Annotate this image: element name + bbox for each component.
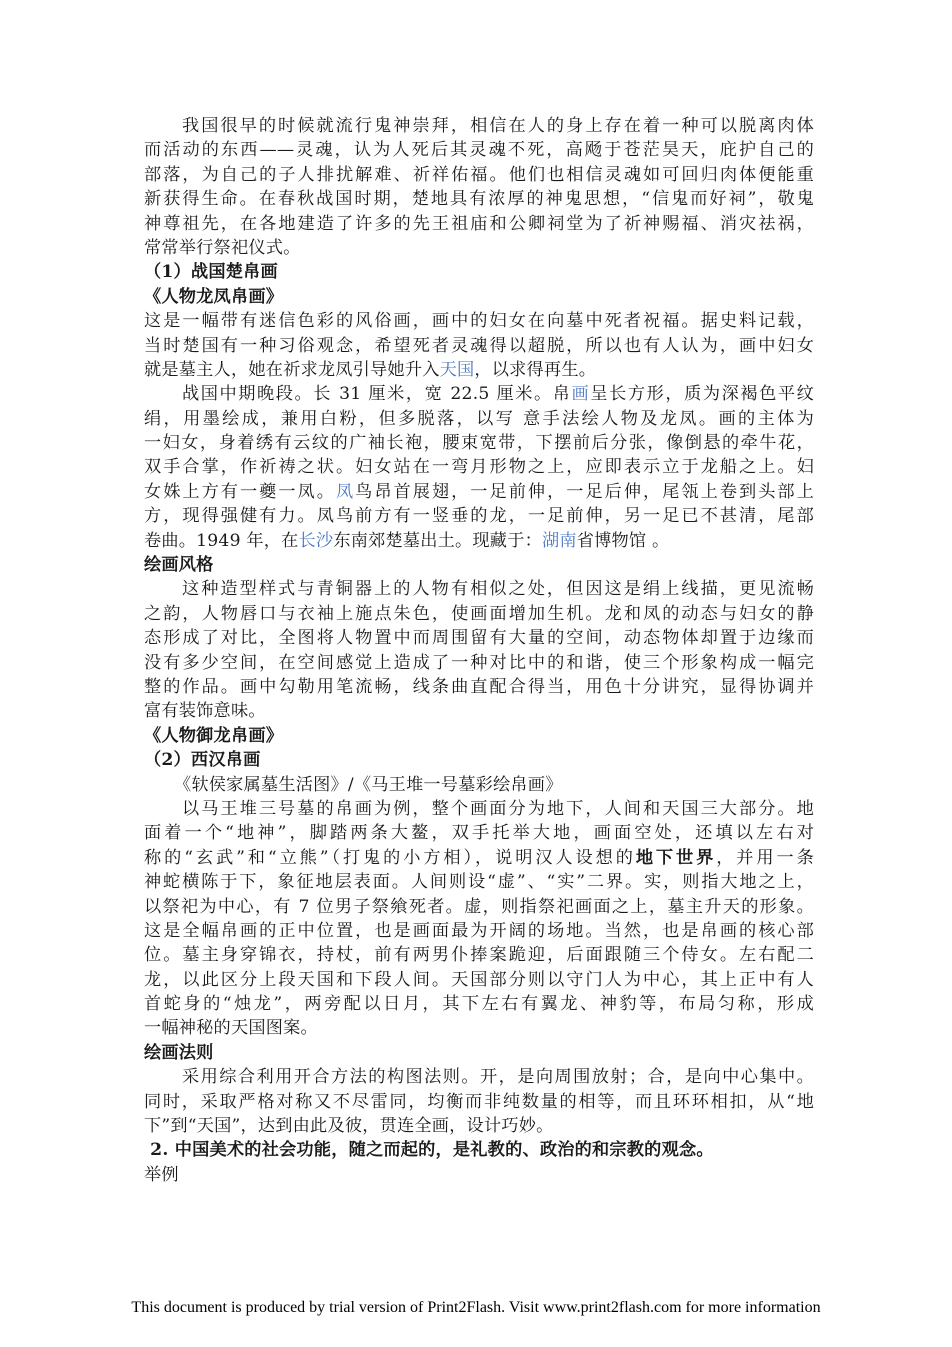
paragraph-line: 以祭祀为中心，有 7 位男子祭飨死者。虚，则指祭祀画面之上，墓主升天的形象。 (144, 896, 814, 917)
artwork-title-longfeng: 《人物龙凤帛画》 (144, 286, 284, 307)
paragraph-line: 位。墓主身穿锦衣，持杖，前有两男仆捧案跪迎，后面跟随三个侍女。左右配二 (144, 945, 814, 966)
artwork-subtitle: 《轪侯家属墓生活图》/《马王堆一号墓彩绘帛画》 (174, 774, 563, 795)
paragraph-line: 新获得生命。在春秋战国时期，楚地具有浓厚的神鬼思想，“信鬼而好祠”，敬鬼 (144, 189, 814, 210)
paragraph-line: 神尊祖先，在各地建造了许多的先王祖庙和公卿祠堂为了祈神赐福、消灾祛祸， (144, 213, 814, 234)
longfeng-description (144, 309, 814, 382)
text-span: 省博物馆 。 (576, 530, 670, 551)
paragraph-line: 一幅神秘的天国图案。 (144, 1018, 318, 1039)
document-body (144, 114, 814, 1187)
paragraph-line (144, 480, 814, 504)
paragraph-line: 绢，用墨绘成，兼用白粉，但多脱落，以写 意手法绘人物及龙凤。画的主体为 (144, 408, 814, 429)
text-span: 呈长方形，质为深褐色平纹 (590, 384, 815, 405)
mawangdui-paragraph (144, 797, 814, 1041)
paragraph-line: 态形成了对比，全图将人物置中而周围留有大量的空间，动态物体却置于边缘而 (144, 628, 814, 649)
link-changsha[interactable]: 长沙 (298, 530, 334, 551)
paragraph-line: 之韵，人物唇口与衣袖上施点朱色，使画面增加生机。龙和凤的动态与妇女的静 (144, 603, 814, 624)
paragraph-line: 双手合掌，作祈祷之状。妇女站在一弯月形物之上，应即表示立于龙船之上。妇 (144, 457, 814, 478)
link-hua[interactable]: 画 (571, 384, 591, 405)
text-span: 女姝上方有一夔一凤。 (144, 481, 336, 502)
paragraph-line: 同时，采取严格对称又不尽雷同，均衡而非纯数量的相等，而且环环相扣，从“地 (144, 1091, 814, 1112)
link-feng[interactable]: 凤 (335, 481, 356, 502)
paragraph-line: 常常举行祭祀仪式。 (144, 237, 301, 258)
bold-term: 地下世界 (635, 847, 717, 868)
paragraph-line: 首蛇身的“烛龙”，两旁配以日月，其下左右有翼龙、神豹等，布局匀称，形成 (144, 994, 814, 1015)
text-span: 称的“玄武”和“立熊”（打鬼的小方相），说明汉人设想的 (144, 847, 636, 868)
longfeng-details (144, 382, 814, 553)
rules-paragraph (144, 1065, 814, 1138)
paragraph-line: 龙，以此区分上段天国和下段人间。天国部分则以守门人为中心，其上正中有人 (144, 969, 814, 990)
artwork-title-yulong: 《人物御龙帛画》 (144, 725, 284, 746)
section-heading-chu: （1）战国楚帛画 (144, 262, 278, 283)
section-heading-style: 绘画风格 (144, 555, 214, 576)
trial-footer: This document is produced by trial version of Print2Flash. Visit www.print2flash.com for more information (131, 1299, 821, 1316)
paragraph-line (144, 358, 814, 382)
paragraph-line: 富有装饰意味。 (144, 701, 266, 722)
paragraph-line: 整的作品。画中勾勒用笔流畅，线条曲直配合得当，用色十分讲究，显得协调并 (144, 676, 814, 697)
paragraph-line: 方，现得强健有力。凤鸟前方有一竖垂的龙，一足前伸，另一足已不甚清，尾部 (144, 506, 814, 527)
text-span: 就是墓主人，她在祈求龙凤引导她升入 (144, 359, 440, 380)
paragraph-line: 没有多少空间，在空间感觉上造成了一种对比中的和谐，使三个形象构成一幅完 (144, 652, 814, 673)
intro-paragraph (144, 114, 814, 260)
paragraph-line: 下”到“天国”，达到由此及彼，贯连全画，设计巧妙。 (144, 1116, 554, 1137)
link-hunan[interactable]: 湖南 (541, 530, 577, 551)
text-span: 鸟昂首展翅，一足前伸，一足后伸，尾瓴上卷到头部上 (355, 481, 814, 502)
paragraph-line: 采用综合利用开合方法的构图法则。开，是向周围放射；合，是向中心集中。 (182, 1067, 814, 1088)
example-label: 举例 (144, 1164, 179, 1185)
link-tianguo[interactable]: 天国 (439, 359, 475, 380)
section-heading-rules: 绘画法则 (144, 1042, 214, 1063)
text-span: ，以求得再生。 (474, 359, 597, 380)
text-span: 战国中期晚段。长 31 厘米，宽 22.5 厘米。帛 (182, 384, 572, 405)
section-heading-han: （2）西汉帛画 (144, 750, 261, 771)
paragraph-line: 当时楚国有一种习俗观念，希望死者灵魂得以超脱，所以也有人认为，画中妇女 (144, 335, 814, 356)
paragraph-line: 这是一幅带有迷信色彩的风俗画，画中的妇女在向墓中死者祝福。据史料记载， (144, 311, 814, 332)
paragraph-line: 这种造型样式与青铜器上的人物有相似之处，但因这是绢上线描，更见流畅 (182, 579, 814, 600)
paragraph-line: 而活动的东西——灵魂，认为人死后其灵魂不死，高飏于苍茫昊天，庇护自己的 (144, 140, 814, 161)
paragraph-line: 以马王堆三号墓的帛画为例，整个画面分为地下，人间和天国三大部分。地 (182, 798, 814, 819)
text-span: 东南郊楚墓出土。现藏于： (333, 530, 542, 551)
text-span: 卷曲。1949 年，在 (144, 530, 299, 551)
style-paragraph (144, 577, 814, 723)
paragraph-line: 这是全幅帛画的正中位置，也是画面最为开阔的场地。当然，也是帛画的核心部 (144, 920, 814, 941)
paragraph-line (144, 846, 814, 870)
paragraph-line (144, 529, 814, 553)
paragraph-line: 面着一个“地神”，脚踏两条大鳌，双手托举大地，画面空处，还填以左右对 (144, 823, 814, 844)
paragraph-line: 一妇女，身着绣有云纹的广袖长袍，腰束宽带，下摆前后分张，像倒悬的牵牛花， (144, 433, 814, 454)
text-span: ，并用一条 (716, 847, 814, 868)
paragraph-line: 我国很早的时候就流行鬼神崇拜，相信在人的身上存在着一种可以脱离肉体 (182, 116, 814, 136)
section-heading-function: 2. 中国美术的社会功能，随之而起的，是礼教的、政治的和宗教的观念。 (144, 1140, 714, 1161)
paragraph-line: 神蛇横陈于下，象征地层表面。人间则设“虚”、“实”二界。实，则指大地之上， (144, 872, 814, 893)
paragraph-line: 部落，为自己的子人排扰解难、祈祥佑福。他们也相信灵魂如可回归肉体便能重 (144, 164, 814, 185)
paragraph-line (144, 382, 814, 406)
